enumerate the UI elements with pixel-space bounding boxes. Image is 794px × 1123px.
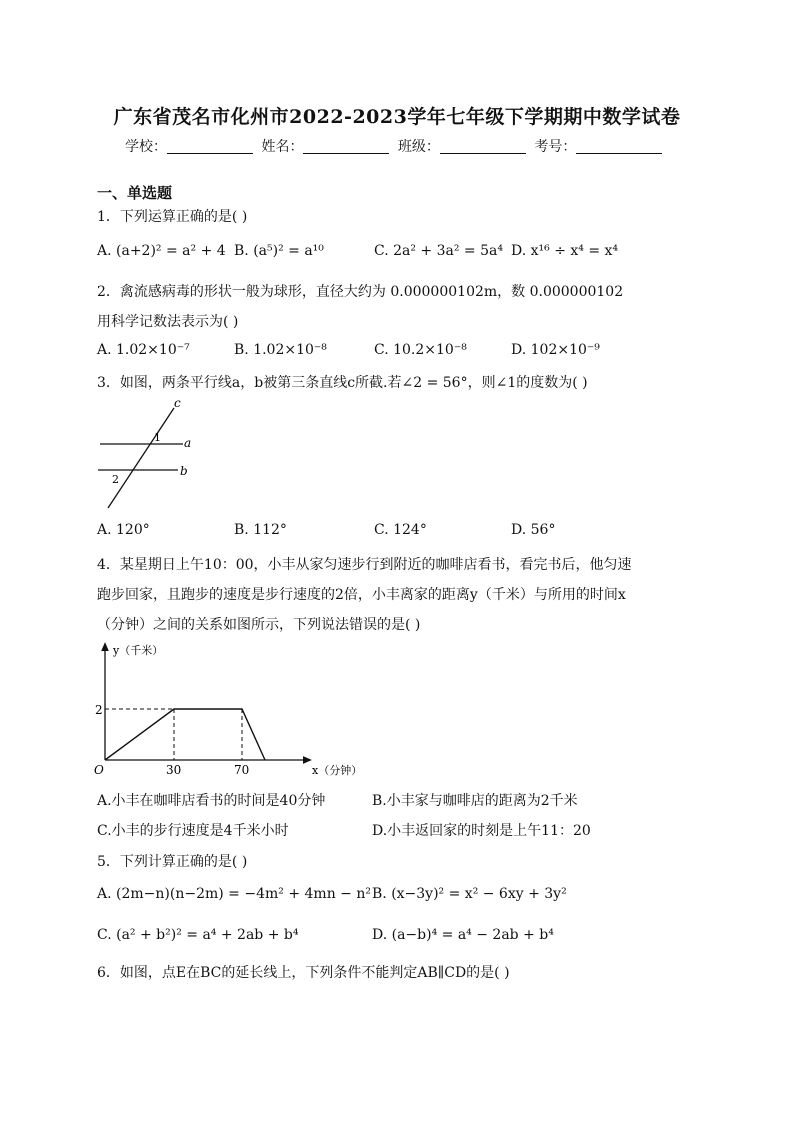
section-title: 一、单选题 xyxy=(97,184,173,202)
y-tick-2: 2 xyxy=(95,703,103,717)
question-5-options-row1 xyxy=(97,886,717,906)
question-1-options xyxy=(97,243,717,263)
question-3-option-d: D. 56° xyxy=(511,522,556,538)
class-blank[interactable] xyxy=(440,139,526,154)
question-2-stem-cont: 用科学记数法表示为( ) xyxy=(97,314,239,330)
question-1-stem: 1．下列运算正确的是( ) xyxy=(97,209,248,225)
question-4-stem-cont1: 跑步回家，且跑步的速度是步行速度的2倍，小丰离家的距离y（千米）与所用的时间x xyxy=(97,587,626,603)
question-2-option-a: A. 1.02×10⁻⁷ xyxy=(97,342,190,358)
question-5-option-b: B. (x−3y)² = x² − 6xy + 3y² xyxy=(372,886,567,902)
question-3-options xyxy=(97,522,717,542)
question-5-option-c: C. (a² + b²)² = a⁴ + 2ab + b⁴ xyxy=(97,927,299,943)
question-4-stem-cont2: （分钟）之间的关系如图所示，下列说法错误的是( ) xyxy=(97,617,421,633)
question-3-option-b: B. 112° xyxy=(234,522,287,538)
question-6-stem: 6．如图，点E在BC的延长线上，下列条件不能判定AB∥CD的是( ) xyxy=(97,965,510,981)
question-5-options-row2 xyxy=(97,927,717,947)
x-tick-30: 30 xyxy=(166,763,182,777)
question-2-options xyxy=(97,342,717,362)
question-3-option-c: C. 124° xyxy=(374,522,427,538)
parallel-lines-figure xyxy=(90,395,210,515)
y-axis-label: y（千米） xyxy=(113,644,164,657)
question-2-stem: 2．禽流感病毒的形状一般为球形，直径大约为 0.000000102m，数 0.000000102 xyxy=(97,284,624,300)
question-3-option-a: A. 120° xyxy=(97,522,150,538)
distance-time-graph xyxy=(90,640,380,785)
question-4-option-a: A.小丰在咖啡店看书的时间是40分钟 xyxy=(97,793,326,809)
exam-title: 广东省茂名市化州市2022-2023学年七年级下学期期中数学试卷 xyxy=(113,106,681,128)
exam-number-label: 考号： xyxy=(534,139,577,155)
name-label: 姓名： xyxy=(261,139,304,155)
question-4-option-c: C.小丰的步行速度是4千米小时 xyxy=(97,823,289,839)
school-label: 学校： xyxy=(125,139,167,155)
question-2-option-c: C. 10.2×10⁻⁸ xyxy=(374,342,467,358)
question-4-option-d: D.小丰返回家的时刻是上午11：20 xyxy=(372,823,591,839)
question-4-stem: 4．某星期日上午10：00，小丰从家匀速步行到附近的咖啡店看书，看完书后，他匀速 xyxy=(97,557,632,573)
question-5-option-d: D. (a−b)⁴ = a⁴ − 2ab + b⁴ xyxy=(372,927,554,943)
distance-graph-line xyxy=(105,709,265,760)
exam-number-blank[interactable] xyxy=(576,139,662,154)
question-1-option-c: C. 2a² + 3a² = 5a⁴ xyxy=(374,243,503,259)
question-1-option-d: D. x¹⁶ ÷ x⁴ = x⁴ xyxy=(511,243,619,259)
school-blank[interactable] xyxy=(167,139,253,154)
question-3-stem: 3．如图，两条平行线a，b被第三条直线c所截.若∠2 = 56°，则∠1的度数为( ) xyxy=(97,375,588,391)
label-c: c xyxy=(174,396,181,410)
label-a: a xyxy=(184,436,192,450)
x-axis-label: x（分钟） xyxy=(312,764,363,777)
name-blank[interactable] xyxy=(303,139,389,154)
question-5-option-a: A. (2m−n)(n−2m) = −4m² + 4mn − n² xyxy=(97,886,371,902)
question-5-stem: 5．下列计算正确的是( ) xyxy=(97,854,248,870)
question-2-option-d: D. 102×10⁻⁹ xyxy=(511,342,600,358)
question-4-option-b: B.小丰家与咖啡店的距离为2千米 xyxy=(372,793,578,809)
question-1-option-a: A. (a+2)² = a² + 4 xyxy=(97,243,226,259)
question-2-option-b: B. 1.02×10⁻⁸ xyxy=(234,342,327,358)
class-label: 班级： xyxy=(397,139,440,155)
angle-1-label: 1 xyxy=(154,431,161,444)
question-4-options-row1 xyxy=(97,790,717,810)
student-info-row xyxy=(125,136,685,156)
transversal-c xyxy=(108,408,174,508)
question-1-option-b: B. (a⁵)² = a¹⁰ xyxy=(234,243,324,259)
question-4-options-row2 xyxy=(97,820,717,840)
angle-2-label: 2 xyxy=(112,473,119,486)
x-tick-70: 70 xyxy=(234,763,250,777)
label-b: b xyxy=(180,464,188,478)
origin-label: O xyxy=(94,763,104,777)
